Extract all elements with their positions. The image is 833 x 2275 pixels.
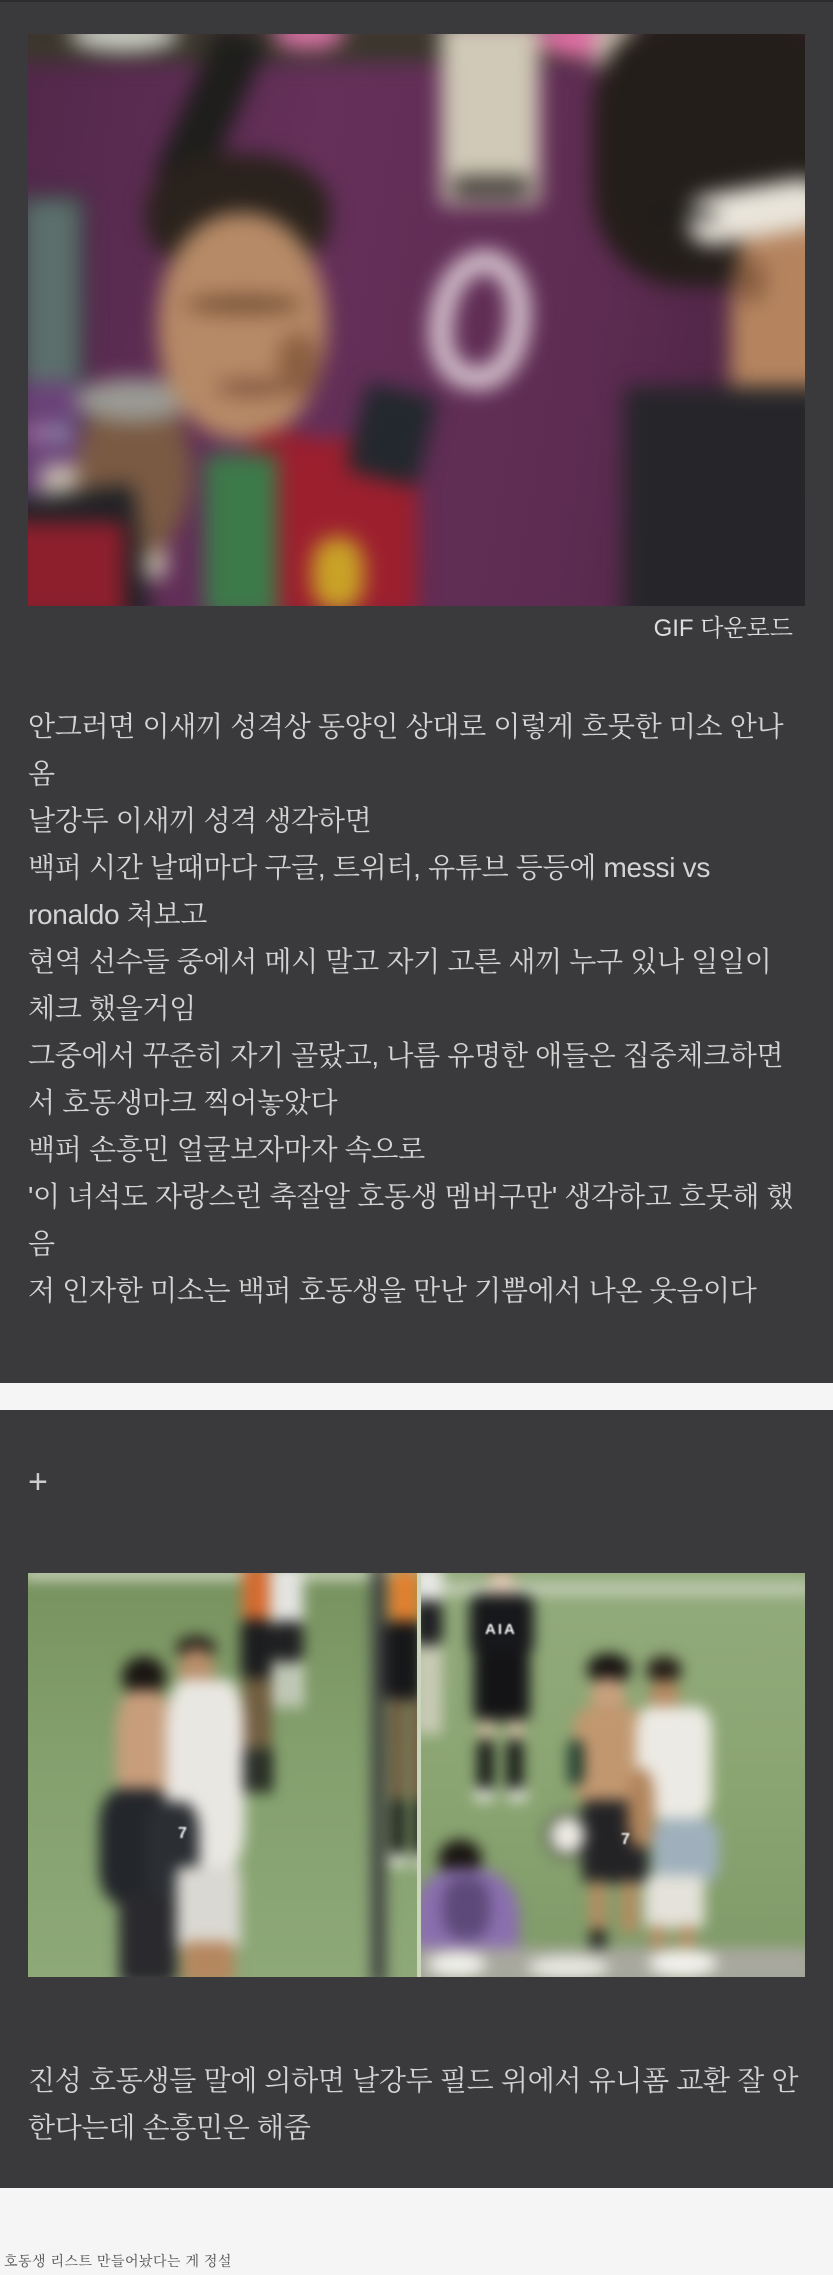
- photo-region: [182, 1941, 234, 1977]
- post-section-2: [0, 1410, 833, 2188]
- section-gap: [0, 1383, 833, 1410]
- photo-region: [29, 426, 44, 441]
- photo-region: [28, 522, 125, 606]
- photo-region: [624, 387, 805, 606]
- post-second-text: 진성 호동생들 말에 의하면 날강두 필드 위에서 유니폼 교환 잘 안한다는데 손흥민은 해줌: [28, 2065, 799, 2143]
- photo-region: [430, 1644, 440, 1736]
- photo-region: [474, 1789, 495, 1801]
- photo-region: [241, 1619, 272, 1679]
- photo-region: [421, 1585, 805, 1593]
- photo-region: [278, 332, 320, 396]
- footer-caption: 호동생 리스트 만들어놨다는 게 정설: [4, 2253, 232, 2269]
- photo-region: [291, 1661, 302, 1709]
- photo-region: [653, 1819, 720, 1883]
- photo-region: [478, 1739, 494, 1793]
- photo-region: [270, 1573, 303, 1625]
- jersey-number-text: 7: [178, 1825, 187, 1842]
- photo-region: [274, 1661, 285, 1709]
- photo-region: [52, 426, 67, 441]
- jersey-swap-left-photo: [28, 1573, 417, 1977]
- post-paragraph: 저 인자한 미소는 백퍼 호동생을 만난 기쁨에서 나온 웃음이다: [28, 1275, 757, 1306]
- photo-region: [442, 1877, 490, 1939]
- photo-region: [385, 1621, 417, 1700]
- photo-region: [568, 1740, 584, 1786]
- photo-region: [372, 1573, 386, 1977]
- photo-region: [392, 1698, 404, 1800]
- gif-image-render: [28, 34, 805, 606]
- photo-region: [243, 1573, 270, 1622]
- photo-region: [507, 1789, 528, 1801]
- photo-region: [184, 296, 304, 313]
- photo-region: [590, 1880, 606, 1934]
- photo-region: [528, 1956, 609, 1977]
- post-paragraph: '이 녀석도 자랑스런 축잘알 호동생 멤버구만' 생각하고 흐뭇해 했음: [28, 1181, 794, 1259]
- photo-region: [738, 1954, 805, 1977]
- shorts-number-text: 7: [621, 1831, 630, 1848]
- photo-region: [474, 1652, 530, 1721]
- post-paragraph: 백퍼 손흥민 얼굴보자마자 속으로: [28, 1134, 425, 1165]
- gif-download-button[interactable]: GIF 다운로드: [653, 615, 793, 642]
- jersey-swap-image[interactable]: [28, 1573, 805, 1977]
- page-footer: [0, 2188, 833, 2275]
- photo-region: [245, 1677, 255, 1750]
- photo-region: [215, 380, 290, 395]
- plus-marker: +: [28, 1463, 48, 1501]
- post-paragraph: 백퍼 시간 날때마다 구글, 트위터, 유튜브 등등에 messi vs ronaldo 쳐보고: [28, 852, 711, 930]
- photo-region: [421, 1573, 442, 1602]
- photo-region: [421, 1600, 442, 1646]
- photo-region: [158, 213, 326, 440]
- photo-region: [346, 381, 439, 487]
- photo-region: [648, 1950, 717, 1977]
- photo-region: [119, 1896, 177, 1977]
- photo-region: [735, 257, 766, 304]
- photo-region: [421, 243, 539, 396]
- photo-region: [389, 1573, 417, 1623]
- gif-image[interactable]: [28, 34, 805, 606]
- jersey-swap-right-photo: [421, 1573, 805, 1977]
- photo-region: [312, 537, 364, 606]
- photo-region: [176, 1867, 240, 1950]
- photo-region: [545, 1812, 589, 1858]
- photo-region: [28, 1573, 417, 1579]
- photo-region: [421, 1644, 426, 1736]
- photo-region: [272, 1621, 303, 1663]
- photo-region: [451, 176, 530, 197]
- photo-region: [428, 1952, 486, 1977]
- photo-region: [392, 1798, 406, 1856]
- photo-region: [652, 210, 716, 220]
- photo-region: [507, 1739, 523, 1793]
- post-paragraph: 현역 선수들 중에서 메시 말고 자기 고른 새끼 누구 있나 일일이 체크 했을거임: [28, 946, 772, 1024]
- aia-jersey-text: AIA: [485, 1621, 517, 1638]
- post-paragraph: 안그러면 이새끼 성격상 동양인 상대로 이렇게 흐뭇한 미소 안나옴: [28, 711, 784, 789]
- photo-region: [244, 1747, 256, 1794]
- post-paragraph: 날강두 이새끼 성격 생각하면: [28, 805, 372, 836]
- photo-region: [628, 1769, 655, 1848]
- post-body-text: [28, 703, 805, 1314]
- right-photo-render: [421, 1573, 805, 1977]
- photo-region: [259, 1677, 269, 1750]
- photo-region: [644, 1875, 704, 1929]
- photo-region: [259, 1747, 271, 1794]
- photo-region: [389, 1854, 407, 1866]
- post-paragraph: 그중에서 꾸준히 자기 골랐고, 나름 유명한 애들은 집중체크하면서 호동생마크 찍어놓았다: [28, 1040, 784, 1118]
- left-photo-render: [28, 1573, 417, 1977]
- photo-region: [621, 1880, 637, 1934]
